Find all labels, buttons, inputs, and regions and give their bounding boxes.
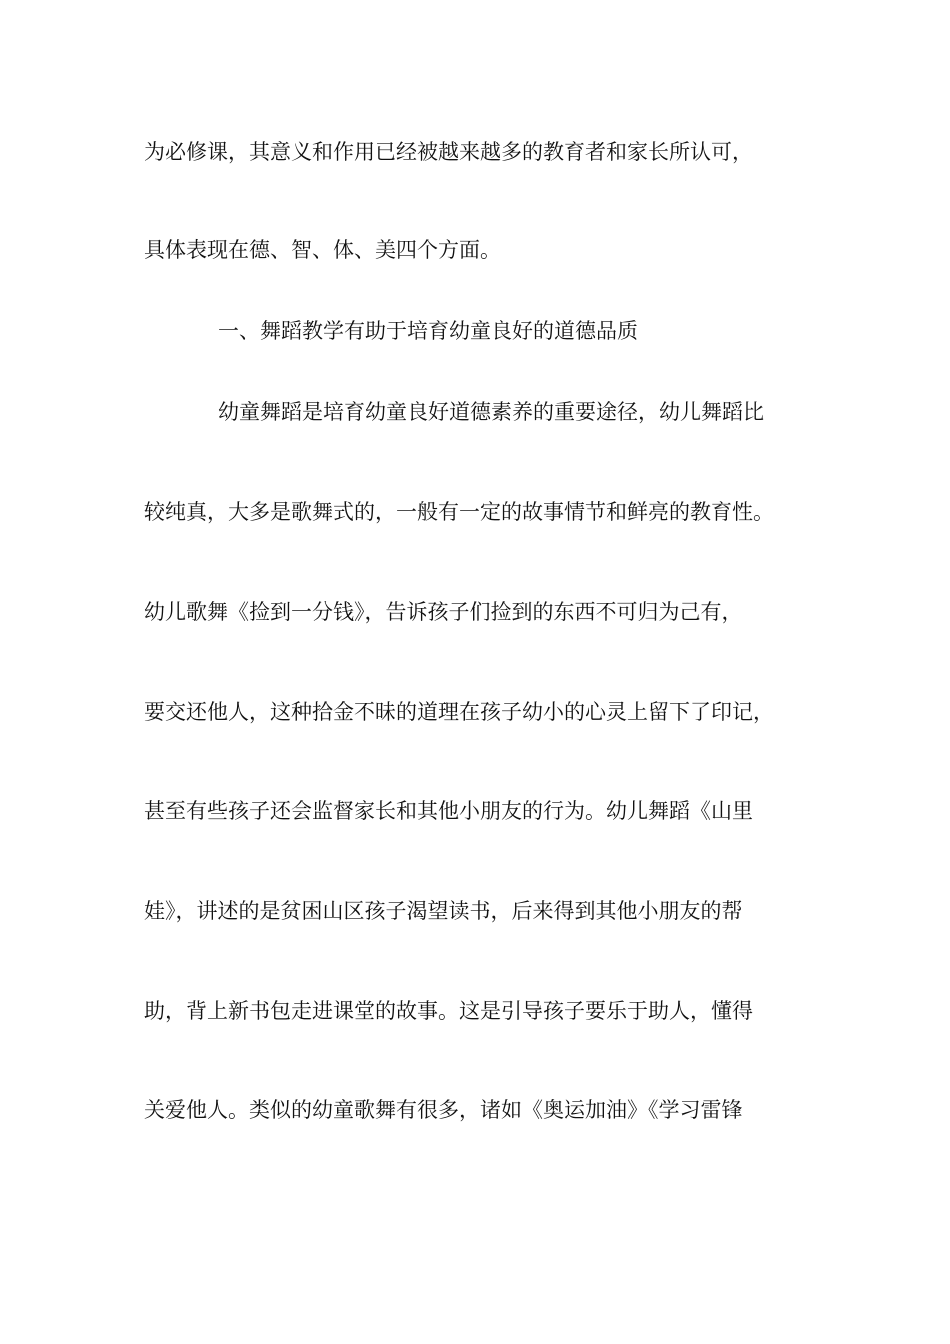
paragraph-line-4: 较纯真，大多是歌舞式的，一般有一定的故事情节和鲜亮的教育性。	[144, 500, 774, 524]
paragraph-line-3: 幼童舞蹈是培育幼童良好道德素养的重要途径，幼儿舞蹈比	[218, 400, 764, 424]
paragraph-line-1: 为必修课，其意义和作用已经被越来越多的教育者和家长所认可，	[144, 140, 753, 164]
paragraph-line-8: 娃》，讲述的是贫困山区孩子渴望读书，后来得到其他小朋友的帮	[144, 899, 743, 923]
paragraph-line-10: 关爱他人。类似的幼童歌舞有很多，诸如《奥运加油》《学习雷锋	[144, 1098, 743, 1122]
paragraph-line-7: 甚至有些孩子还会监督家长和其他小朋友的行为。幼儿舞蹈《山里	[144, 799, 753, 823]
paragraph-line-6: 要交还他人，这种拾金不昧的道理在孩子幼小的心灵上留下了印记，	[144, 700, 774, 724]
paragraph-line-9: 助，背上新书包走进课堂的故事。这是引导孩子要乐于助人，懂得	[144, 999, 753, 1023]
paragraph-line-5: 幼儿歌舞《捡到一分钱》，告诉孩子们捡到的东西不可归为己有，	[144, 600, 743, 624]
section-heading: 一、舞蹈教学有助于培育幼童良好的道德品质	[218, 319, 638, 343]
paragraph-line-2: 具体表现在德、智、体、美四个方面。	[144, 238, 501, 262]
